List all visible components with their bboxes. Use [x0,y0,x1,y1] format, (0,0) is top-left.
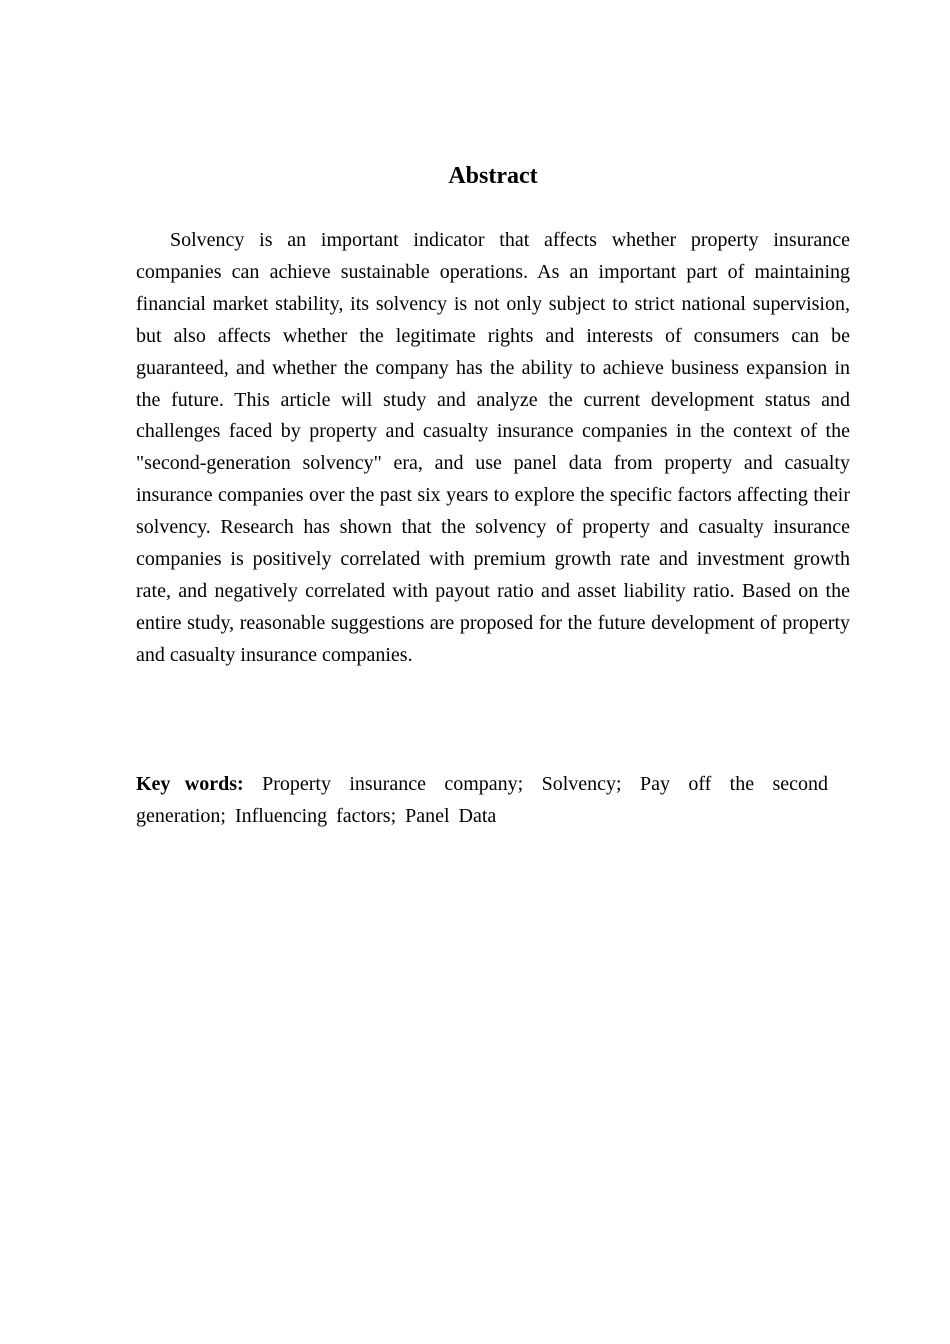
abstract-title: Abstract [448,163,538,189]
keywords-paragraph [136,768,828,832]
keywords-text: Property insurance company; Solvency; Pay off the second generation; Influencing factors; Panel Data [136,773,828,827]
abstract-body: Solvency is an important indicator that affects whether property insurance companies can achieve sustainable operations. As an important part of maintaining financial market stability, its solvency is not only subject to strict national supervision, but also affects whether the legitimate rights and interests of consumers can be guaranteed, and whether the company has the ability to achieve business expansion in the future. This article will study and analyze the current development status and challenges faced by property and casualty insurance companies in the context of the "second-generation solvency" era, and use panel data from property and casualty insurance companies over the past six years to explore the specific factors affecting their solvency. Research has shown that the solvency of property and casualty insurance companies is positively correlated with premium growth rate and investment growth rate, and negatively correlated with payout ratio and asset liability ratio. Based on the entire study, reasonable suggestions are proposed for the future development of property and casualty insurance companies. [136,229,850,666]
keywords-label: Key words: [136,773,244,795]
